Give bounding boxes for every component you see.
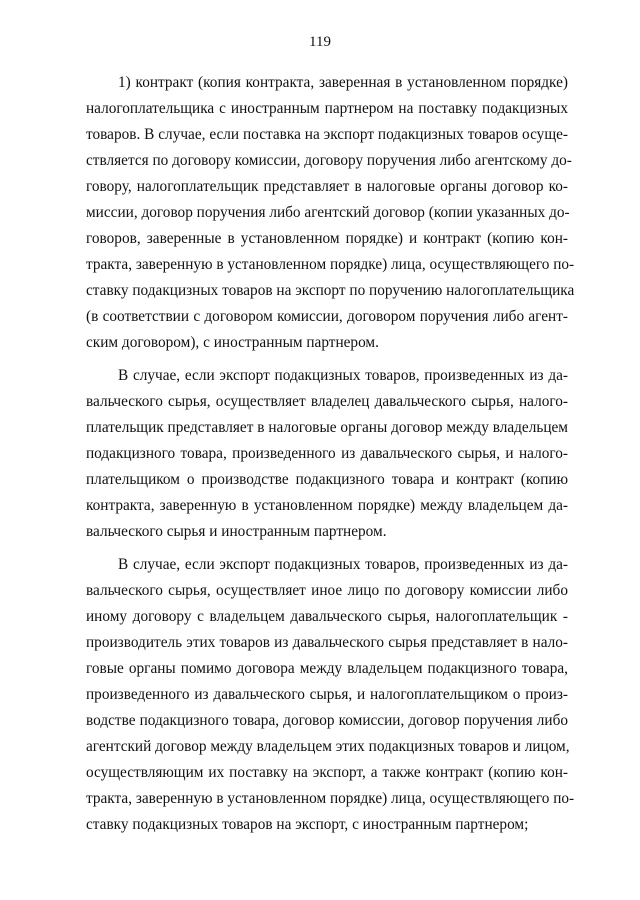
text-line: В случае, если экспорт подакцизных товаров, произведенных из да- bbox=[118, 556, 568, 573]
text-line: ставку подакцизных товаров на экспорт, с иностранным партнером; bbox=[86, 816, 529, 833]
text-line: иному договору с владельцем давальческого сырья, налогоплательщик - bbox=[86, 608, 568, 625]
text-line: произведенного из давальческого сырья, и налогоплательщиком о произ- bbox=[86, 686, 568, 703]
text-line: тракта, заверенную в установленном порядке) лица, осуществляющего по- bbox=[86, 256, 575, 273]
paragraph bbox=[86, 363, 568, 545]
text-line: водстве подакцизного товара, договор комиссии, договор поручения либо bbox=[86, 712, 568, 729]
text-line: осуществляющим их поставку на экспорт, а также контракт (копию кон- bbox=[86, 764, 568, 781]
text-line: В случае, если экспорт подакцизных товаров, произведенных из да- bbox=[118, 367, 568, 384]
paragraph-gap bbox=[86, 356, 568, 363]
text-line: 1) контракт (копия контракта, заверенная в установленном порядке) bbox=[118, 74, 568, 91]
text-line: агентский договор между владельцем этих подакцизных товаров и лицом, bbox=[86, 738, 570, 755]
text-line: (в соответствии с договором комиссии, договором поручения либо агент- bbox=[86, 308, 568, 325]
text-line: говоров, заверенные в установленном порядке) и контракт (копию кон- bbox=[86, 230, 568, 247]
text-line: ствляется по договору комиссии, договору поручения либо агентскому до- bbox=[86, 152, 572, 169]
paragraph-gap bbox=[86, 545, 568, 552]
body-text bbox=[86, 70, 575, 838]
text-line: подакцизного товара, произведенного из давальческого сырья, и налого- bbox=[86, 445, 568, 462]
text-line: плательщик представляет в налоговые органы договор между владельцем bbox=[86, 419, 568, 436]
text-line: вальческого сырья, осуществляет владелец давальческого сырья, налого- bbox=[86, 393, 568, 410]
paragraph bbox=[86, 70, 575, 356]
page-number: 119 bbox=[309, 34, 331, 50]
text-line: говые органы помимо договора между владельцем подакцизного товара, bbox=[86, 660, 568, 677]
text-line: товаров. В случае, если поставка на экспорт подакцизных товаров осуще- bbox=[86, 126, 568, 143]
text-line: производитель этих товаров из давальческого сырья представляет в нало- bbox=[86, 634, 568, 651]
text-line: налогоплательщика с иностранным партнером на поставку подакцизных bbox=[86, 100, 568, 117]
text-line: ставку подакцизных товаров на экспорт по поручению налогоплательщика bbox=[86, 282, 575, 299]
paragraph bbox=[86, 552, 575, 838]
text-line: говору, налогоплательщик представляет в налоговые органы договор ко- bbox=[86, 178, 568, 195]
text-line: контракта, заверенную в установленном порядке) между владельцем да- bbox=[86, 497, 568, 514]
text-line: вальческого сырья, осуществляет иное лицо по договору комиссии либо bbox=[86, 582, 568, 599]
text-line: ским договором), с иностранным партнером. bbox=[86, 334, 379, 351]
text-line: плательщиком о производстве подакцизного товара и контракт (копию bbox=[86, 471, 568, 488]
text-line: миссии, договор поручения либо агентский договор (копии указанных до- bbox=[86, 204, 570, 221]
text-line: тракта, заверенную в установленном порядке) лица, осуществляющего по- bbox=[86, 790, 575, 807]
text-line: вальческого сырья и иностранным партнером. bbox=[86, 523, 387, 540]
